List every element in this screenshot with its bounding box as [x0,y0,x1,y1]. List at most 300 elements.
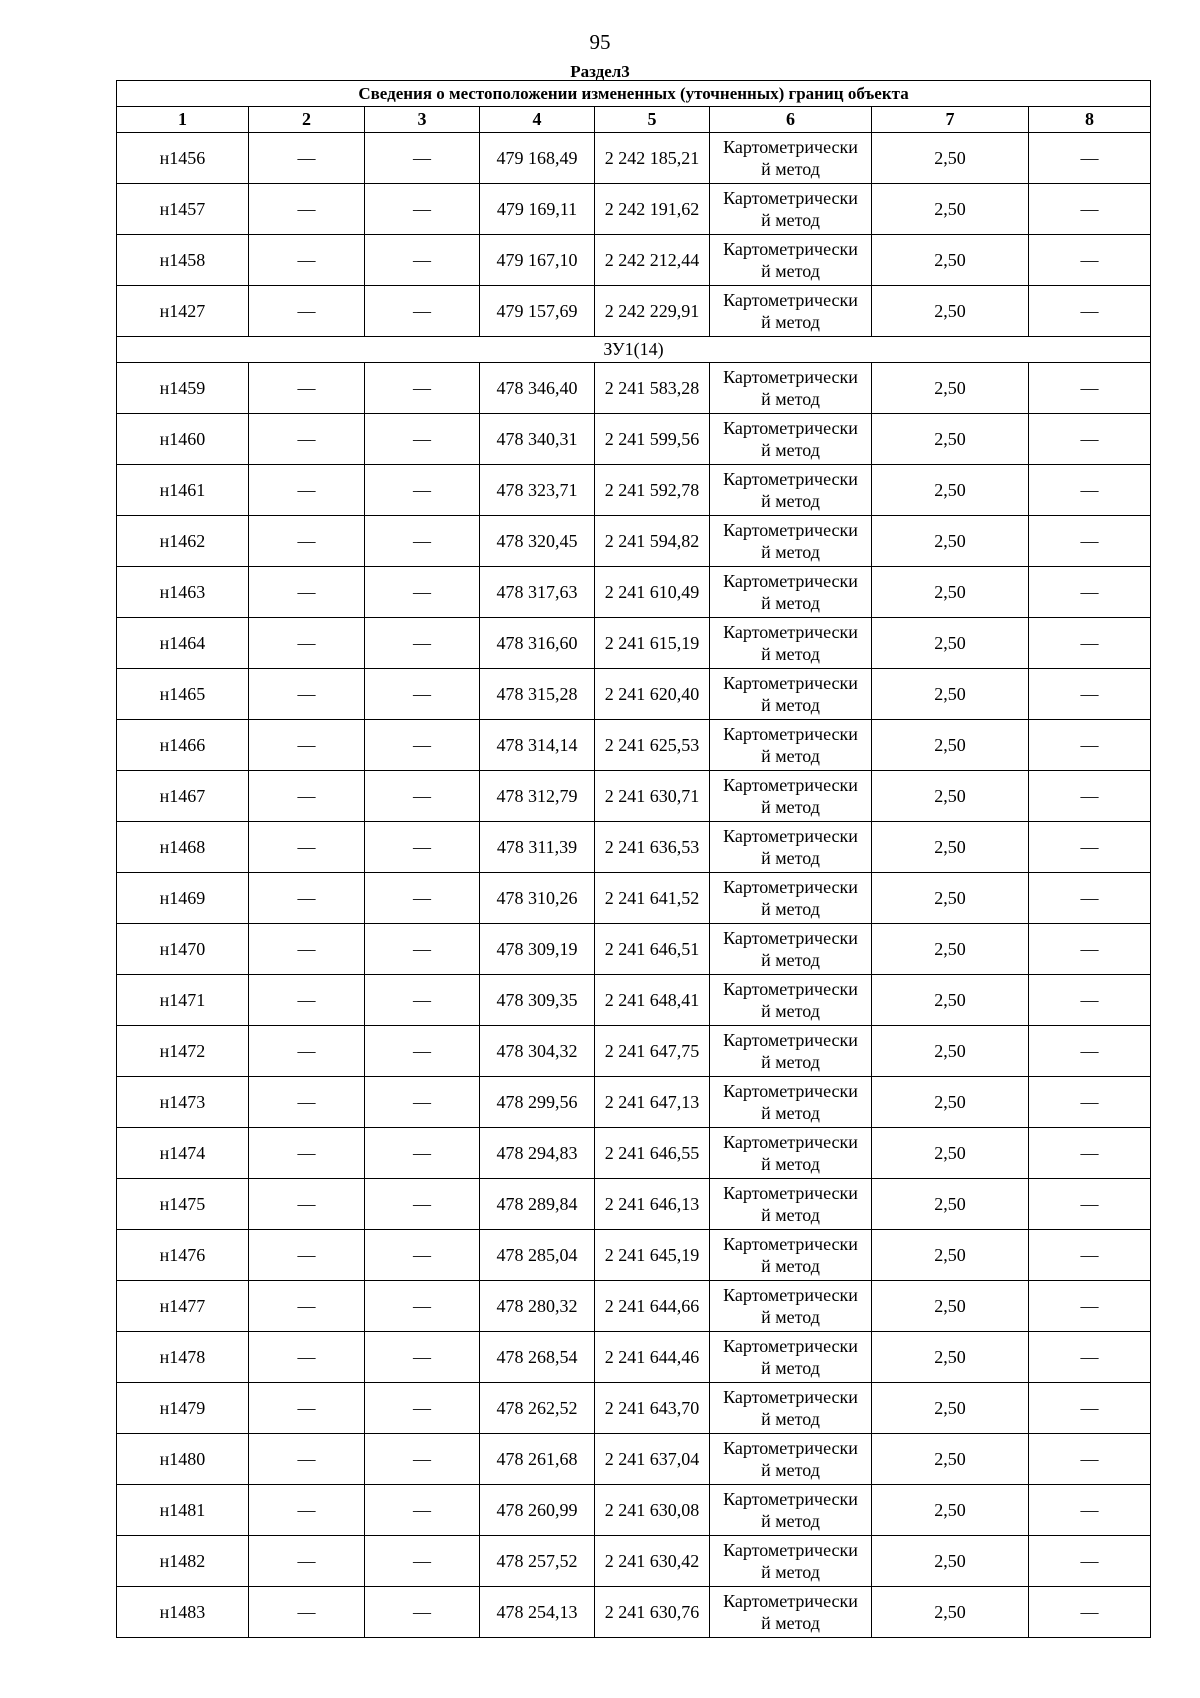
method-line-1: Картометрически [723,1489,858,1509]
method-line-2: й метод [761,312,820,332]
accuracy-cell: 2,50 [872,720,1029,771]
method-line-2: й метод [761,797,820,817]
method-cell [710,1332,872,1383]
method-line-2: й метод [761,1052,820,1072]
y-coordinate-cell: 2 242 185,21 [595,133,710,184]
x-coordinate-cell: 478 304,32 [480,1026,595,1077]
empty-dash-cell: — [365,924,480,975]
method-cell [710,1485,872,1536]
empty-dash-cell: — [365,414,480,465]
method-line-2: й метод [761,593,820,613]
empty-dash-cell: — [249,516,365,567]
method-line-2: й метод [761,1205,820,1225]
accuracy-cell: 2,50 [872,1485,1029,1536]
point-name-cell: н1471 [117,975,249,1026]
section-label: Раздел3 [570,62,630,81]
point-name-cell: н1467 [117,771,249,822]
empty-dash-cell: — [1029,618,1151,669]
empty-dash-cell: — [365,133,480,184]
method-line-2: й метод [761,491,820,511]
accuracy-cell: 2,50 [872,363,1029,414]
x-coordinate-cell: 478 340,31 [480,414,595,465]
y-coordinate-cell: 2 241 599,56 [595,414,710,465]
point-name-cell: н1465 [117,669,249,720]
empty-dash-cell: — [365,1077,480,1128]
table-row [117,1077,1151,1128]
point-name-cell: н1456 [117,133,249,184]
method-line-1: Картометрически [723,877,858,897]
table-row [117,1179,1151,1230]
x-coordinate-cell: 478 323,71 [480,465,595,516]
x-coordinate-cell: 479 167,10 [480,235,595,286]
empty-dash-cell: — [365,771,480,822]
empty-dash-cell: — [365,1383,480,1434]
method-line-1: Картометрически [723,673,858,693]
empty-dash-cell: — [249,720,365,771]
table-row [117,873,1151,924]
method-line-1: Картометрически [723,826,858,846]
accuracy-cell: 2,50 [872,414,1029,465]
table-row [117,720,1151,771]
x-coordinate-cell: 478 310,26 [480,873,595,924]
point-name-cell: н1464 [117,618,249,669]
table-row [117,618,1151,669]
empty-dash-cell: — [365,184,480,235]
accuracy-cell: 2,50 [872,1332,1029,1383]
column-number: 3 [365,107,480,133]
method-line-2: й метод [761,644,820,664]
method-line-1: Картометрически [723,137,858,157]
y-coordinate-cell: 2 241 625,53 [595,720,710,771]
point-name-cell: н1480 [117,1434,249,1485]
empty-dash-cell: — [249,1383,365,1434]
empty-dash-cell: — [365,669,480,720]
method-line-2: й метод [761,389,820,409]
table-row [117,235,1151,286]
table-row [117,363,1151,414]
empty-dash-cell: — [1029,669,1151,720]
empty-dash-cell: — [1029,975,1151,1026]
method-line-2: й метод [761,1562,820,1582]
empty-dash-cell: — [1029,235,1151,286]
empty-dash-cell: — [365,465,480,516]
empty-dash-cell: — [249,975,365,1026]
empty-dash-cell: — [365,618,480,669]
empty-dash-cell: — [1029,414,1151,465]
empty-dash-cell: — [1029,1536,1151,1587]
coordinates-table [116,80,1151,1638]
point-name-cell: н1457 [117,184,249,235]
accuracy-cell: 2,50 [872,873,1029,924]
empty-dash-cell: — [249,133,365,184]
accuracy-cell: 2,50 [872,924,1029,975]
point-name-cell: н1479 [117,1383,249,1434]
x-coordinate-cell: 478 257,52 [480,1536,595,1587]
method-line-1: Картометрически [723,1081,858,1101]
page-number: 95 [589,30,611,54]
y-coordinate-cell: 2 241 646,51 [595,924,710,975]
method-line-2: й метод [761,695,820,715]
empty-dash-cell: — [249,1077,365,1128]
method-cell [710,669,872,720]
table-row [117,1434,1151,1485]
method-cell [710,567,872,618]
empty-dash-cell: — [249,1026,365,1077]
point-name-cell: н1472 [117,1026,249,1077]
empty-dash-cell: — [1029,465,1151,516]
accuracy-cell: 2,50 [872,567,1029,618]
accuracy-cell: 2,50 [872,1179,1029,1230]
empty-dash-cell: — [249,1230,365,1281]
method-cell [710,1587,872,1638]
empty-dash-cell: — [365,1230,480,1281]
method-line-2: й метод [761,899,820,919]
table-row [117,1383,1151,1434]
y-coordinate-cell: 2 241 644,66 [595,1281,710,1332]
empty-dash-cell: — [249,1128,365,1179]
y-coordinate-cell: 2 241 583,28 [595,363,710,414]
point-name-cell: н1482 [117,1536,249,1587]
x-coordinate-cell: 478 309,19 [480,924,595,975]
x-coordinate-cell: 478 268,54 [480,1332,595,1383]
empty-dash-cell: — [1029,1128,1151,1179]
method-cell [710,1434,872,1485]
table-row [117,771,1151,822]
x-coordinate-cell: 478 311,39 [480,822,595,873]
empty-dash-cell: — [249,414,365,465]
method-cell [710,184,872,235]
method-cell [710,516,872,567]
empty-dash-cell: — [1029,1383,1151,1434]
accuracy-cell: 2,50 [872,1128,1029,1179]
method-line-2: й метод [761,542,820,562]
empty-dash-cell: — [1029,1332,1151,1383]
method-line-1: Картометрически [723,571,858,591]
y-coordinate-cell: 2 241 620,40 [595,669,710,720]
table-row [117,567,1151,618]
column-number: 6 [710,107,872,133]
table-row [117,1230,1151,1281]
method-cell [710,720,872,771]
y-coordinate-cell: 2 241 647,13 [595,1077,710,1128]
y-coordinate-cell: 2 241 637,04 [595,1434,710,1485]
method-cell [710,873,872,924]
table-row [117,822,1151,873]
empty-dash-cell: — [249,822,365,873]
x-coordinate-cell: 478 346,40 [480,363,595,414]
method-line-2: й метод [761,210,820,230]
y-coordinate-cell: 2 241 594,82 [595,516,710,567]
y-coordinate-cell: 2 241 630,71 [595,771,710,822]
method-cell [710,465,872,516]
empty-dash-cell: — [365,1434,480,1485]
method-cell [710,1536,872,1587]
accuracy-cell: 2,50 [872,771,1029,822]
x-coordinate-cell: 478 309,35 [480,975,595,1026]
empty-dash-cell: — [365,286,480,337]
point-name-cell: н1478 [117,1332,249,1383]
x-coordinate-cell: 478 314,14 [480,720,595,771]
y-coordinate-cell: 2 241 646,55 [595,1128,710,1179]
method-line-2: й метод [761,1613,820,1633]
method-line-1: Картометрически [723,188,858,208]
empty-dash-cell: — [1029,873,1151,924]
empty-dash-cell: — [249,1281,365,1332]
y-coordinate-cell: 2 241 643,70 [595,1383,710,1434]
empty-dash-cell: — [249,567,365,618]
method-line-2: й метод [761,261,820,281]
point-name-cell: н1474 [117,1128,249,1179]
empty-dash-cell: — [365,975,480,1026]
method-cell [710,618,872,669]
empty-dash-cell: — [249,1587,365,1638]
empty-dash-cell: — [249,924,365,975]
y-coordinate-cell: 2 241 630,08 [595,1485,710,1536]
method-line-2: й метод [761,1001,820,1021]
x-coordinate-cell: 478 289,84 [480,1179,595,1230]
accuracy-cell: 2,50 [872,235,1029,286]
y-coordinate-cell: 2 241 648,41 [595,975,710,1026]
empty-dash-cell: — [1029,184,1151,235]
method-line-1: Картометрически [723,1540,858,1560]
empty-dash-cell: — [249,771,365,822]
x-coordinate-cell: 478 285,04 [480,1230,595,1281]
point-name-cell: н1462 [117,516,249,567]
empty-dash-cell: — [1029,924,1151,975]
x-coordinate-cell: 478 315,28 [480,669,595,720]
x-coordinate-cell: 479 157,69 [480,286,595,337]
empty-dash-cell: — [1029,1230,1151,1281]
point-name-cell: н1475 [117,1179,249,1230]
method-cell [710,133,872,184]
table-row [117,286,1151,337]
empty-dash-cell: — [249,235,365,286]
point-name-cell: н1427 [117,286,249,337]
method-line-2: й метод [761,1511,820,1531]
empty-dash-cell: — [249,669,365,720]
method-cell [710,822,872,873]
empty-dash-cell: — [365,1026,480,1077]
y-coordinate-cell: 2 241 610,49 [595,567,710,618]
point-name-cell: н1477 [117,1281,249,1332]
group-row [117,337,1151,363]
empty-dash-cell: — [1029,720,1151,771]
method-line-1: Картометрически [723,979,858,999]
empty-dash-cell: — [1029,1077,1151,1128]
table-row [117,1485,1151,1536]
empty-dash-cell: — [365,363,480,414]
y-coordinate-cell: 2 241 641,52 [595,873,710,924]
method-line-2: й метод [761,1256,820,1276]
table-title-row [117,81,1151,107]
empty-dash-cell: — [1029,822,1151,873]
method-line-2: й метод [761,440,820,460]
accuracy-cell: 2,50 [872,822,1029,873]
table-row [117,133,1151,184]
table-row [117,516,1151,567]
point-name-cell: н1481 [117,1485,249,1536]
method-line-1: Картометрически [723,469,858,489]
empty-dash-cell: — [1029,1485,1151,1536]
column-number: 7 [872,107,1029,133]
method-line-1: Картометрически [723,418,858,438]
x-coordinate-cell: 478 320,45 [480,516,595,567]
method-line-1: Картометрически [723,928,858,948]
empty-dash-cell: — [1029,516,1151,567]
point-name-cell: н1459 [117,363,249,414]
empty-dash-cell: — [365,235,480,286]
point-name-cell: н1469 [117,873,249,924]
x-coordinate-cell: 479 168,49 [480,133,595,184]
method-cell [710,1179,872,1230]
empty-dash-cell: — [1029,567,1151,618]
column-number: 1 [117,107,249,133]
x-coordinate-cell: 478 299,56 [480,1077,595,1128]
method-line-1: Картометрически [723,1336,858,1356]
table-row [117,1128,1151,1179]
method-cell [710,286,872,337]
method-line-1: Картометрически [723,367,858,387]
method-cell [710,1383,872,1434]
method-line-1: Картометрически [723,1132,858,1152]
point-name-cell: н1463 [117,567,249,618]
method-line-2: й метод [761,1154,820,1174]
method-line-1: Картометрически [723,1030,858,1050]
y-coordinate-cell: 2 241 644,46 [595,1332,710,1383]
column-number-row [117,107,1151,133]
y-coordinate-cell: 2 241 646,13 [595,1179,710,1230]
accuracy-cell: 2,50 [872,286,1029,337]
empty-dash-cell: — [249,286,365,337]
x-coordinate-cell: 478 261,68 [480,1434,595,1485]
empty-dash-cell: — [365,1128,480,1179]
accuracy-cell: 2,50 [872,1434,1029,1485]
x-coordinate-cell: 479 169,11 [480,184,595,235]
accuracy-cell: 2,50 [872,669,1029,720]
x-coordinate-cell: 478 260,99 [480,1485,595,1536]
table-row [117,184,1151,235]
empty-dash-cell: — [249,465,365,516]
accuracy-cell: 2,50 [872,184,1029,235]
empty-dash-cell: — [1029,1587,1151,1638]
column-number: 5 [595,107,710,133]
point-name-cell: н1476 [117,1230,249,1281]
accuracy-cell: 2,50 [872,1230,1029,1281]
y-coordinate-cell: 2 241 592,78 [595,465,710,516]
empty-dash-cell: — [249,1536,365,1587]
y-coordinate-cell: 2 241 615,19 [595,618,710,669]
method-cell [710,1026,872,1077]
empty-dash-cell: — [365,822,480,873]
method-line-1: Картометрически [723,239,858,259]
method-cell [710,1128,872,1179]
table-row [117,1332,1151,1383]
method-line-1: Картометрически [723,290,858,310]
column-number: 8 [1029,107,1151,133]
method-line-1: Картометрически [723,1234,858,1254]
empty-dash-cell: — [1029,363,1151,414]
x-coordinate-cell: 478 317,63 [480,567,595,618]
method-line-2: й метод [761,746,820,766]
empty-dash-cell: — [1029,771,1151,822]
empty-dash-cell: — [249,363,365,414]
empty-dash-cell: — [1029,1281,1151,1332]
empty-dash-cell: — [249,873,365,924]
method-line-1: Картометрически [723,1438,858,1458]
empty-dash-cell: — [365,567,480,618]
method-line-2: й метод [761,1409,820,1429]
empty-dash-cell: — [365,516,480,567]
table-row [117,465,1151,516]
empty-dash-cell: — [365,720,480,771]
empty-dash-cell: — [365,1587,480,1638]
point-name-cell: н1466 [117,720,249,771]
table-row [117,1536,1151,1587]
empty-dash-cell: — [249,1179,365,1230]
method-cell [710,363,872,414]
empty-dash-cell: — [249,184,365,235]
y-coordinate-cell: 2 242 212,44 [595,235,710,286]
accuracy-cell: 2,50 [872,1281,1029,1332]
accuracy-cell: 2,50 [872,516,1029,567]
table-row [117,414,1151,465]
x-coordinate-cell: 478 262,52 [480,1383,595,1434]
empty-dash-cell: — [249,1332,365,1383]
method-cell [710,235,872,286]
x-coordinate-cell: 478 254,13 [480,1587,595,1638]
y-coordinate-cell: 2 241 630,76 [595,1587,710,1638]
empty-dash-cell: — [1029,133,1151,184]
table-row [117,1026,1151,1077]
x-coordinate-cell: 478 316,60 [480,618,595,669]
method-line-1: Картометрически [723,622,858,642]
empty-dash-cell: — [1029,286,1151,337]
method-line-1: Картометрически [723,775,858,795]
y-coordinate-cell: 2 241 636,53 [595,822,710,873]
x-coordinate-cell: 478 312,79 [480,771,595,822]
method-line-1: Картометрически [723,1285,858,1305]
method-cell [710,924,872,975]
method-cell [710,414,872,465]
empty-dash-cell: — [365,1536,480,1587]
method-line-2: й метод [761,1103,820,1123]
point-name-cell: н1461 [117,465,249,516]
point-name-cell: н1460 [117,414,249,465]
empty-dash-cell: — [249,1434,365,1485]
accuracy-cell: 2,50 [872,133,1029,184]
empty-dash-cell: — [249,618,365,669]
method-cell [710,1281,872,1332]
y-coordinate-cell: 2 241 647,75 [595,1026,710,1077]
method-line-1: Картометрически [723,724,858,744]
method-line-1: Картометрически [723,520,858,540]
empty-dash-cell: — [365,873,480,924]
point-name-cell: н1470 [117,924,249,975]
method-line-1: Картометрически [723,1591,858,1611]
x-coordinate-cell: 478 280,32 [480,1281,595,1332]
point-name-cell: н1483 [117,1587,249,1638]
accuracy-cell: 2,50 [872,1383,1029,1434]
method-line-2: й метод [761,950,820,970]
method-cell [710,771,872,822]
column-number: 4 [480,107,595,133]
empty-dash-cell: — [249,1485,365,1536]
empty-dash-cell: — [365,1179,480,1230]
y-coordinate-cell: 2 242 191,62 [595,184,710,235]
method-line-2: й метод [761,1307,820,1327]
empty-dash-cell: — [365,1281,480,1332]
table-row [117,924,1151,975]
